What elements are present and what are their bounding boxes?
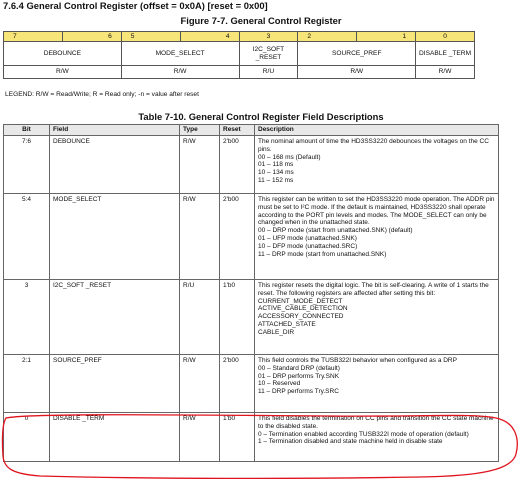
table-row (4, 136, 499, 194)
description-line: ACTIVE_CABLE_DETECTION (258, 305, 348, 313)
cell-description (255, 194, 499, 280)
description-line: The nominal amount of time the HD3SS3220 debounces the voltages on the CC pins. (258, 138, 489, 153)
header-description: Description (255, 125, 499, 136)
cell-reset: 2'b00 (220, 136, 255, 194)
description-line: 00 – 168 ms (Default) (258, 153, 321, 161)
description-line: This field controls the TUSB322I behavior when configured as a DRP (258, 357, 457, 364)
cell-bit: 2:1 (4, 355, 50, 413)
cell-field: SOURCE_PREF (50, 355, 180, 413)
description-line: 11 – DRP mode (start from unattached.SNK) (258, 250, 387, 258)
description-line: CURRENT_MODE_DETECT (258, 297, 343, 305)
description-line: 00 – Standard DRP (default) (258, 364, 340, 372)
description-line: ATTACHED_STATE (258, 320, 316, 328)
register-legend: LEGEND: R/W = Read/Write; R = Read only; -n = value after reset (5, 91, 199, 98)
cell-field: MODE_SELECT (50, 194, 180, 280)
description-line: 10 – 134 ms (258, 169, 294, 177)
cell-bit: 5:4 (4, 194, 50, 280)
bit-number: 0 (416, 32, 475, 42)
register-field-disable-term: DISABLE _TERM (416, 42, 475, 66)
cell-description (255, 280, 499, 355)
description-line: This register can be written to set the HD3SS3220 mode operation. The ADDR pin must be set to I²C mode. If the default is maintained, HD3SS3220 shall operate according to the PORT pin levels and modes. The MODE_SELECT can only be changed when in the unattached state. (258, 196, 495, 227)
cell-type: R/W (180, 413, 220, 462)
cell-description (255, 136, 499, 194)
bit-number: 6 (62, 32, 121, 42)
bit-number: 1 (357, 32, 416, 42)
description-line: 00 – DRP mode (start from unattached.SNK) (default) (258, 227, 413, 235)
table-row (4, 355, 499, 413)
header-type: Type (180, 125, 220, 136)
description-line: 0 – Termination enabled according TUSB322I mode of operation (default) (258, 430, 469, 438)
cell-reset: 1'b0 (220, 413, 255, 462)
cell-description (255, 355, 499, 413)
bit-number: 2 (298, 32, 357, 42)
table-title: Table 7-10. General Control Register Field Descriptions (138, 111, 384, 122)
register-field-mode-select: MODE_SELECT (121, 42, 239, 66)
description-line: 11 – DRP performs Try.SRC (258, 388, 339, 396)
description-line: 01 – UFP mode (unattached.SNK) (258, 234, 357, 242)
description-line: 01 – 118 ms (258, 161, 294, 169)
cell-reset: 1'b0 (220, 280, 255, 355)
bit-number: 5 (121, 32, 180, 42)
register-access: R/W (4, 66, 122, 79)
description-line: 01 – DRP performs Try.SNK (258, 372, 340, 380)
table-row (4, 280, 499, 355)
register-field-i2c-soft-reset: I2C_SOFT _RESET (239, 42, 298, 66)
figure-title: Figure 7-7. General Control Register (180, 15, 342, 26)
cell-bit: 0 (4, 413, 50, 462)
register-field-source-pref: SOURCE_PREF (298, 42, 416, 66)
header-reset: Reset (220, 125, 255, 136)
description-line: ACCESSORY_CONNECTED (258, 313, 344, 321)
cell-field: I2C_SOFT _RESET (50, 280, 180, 355)
header-bit: Bit (4, 125, 50, 136)
cell-reset: 2'b00 (220, 355, 255, 413)
cell-bit: 3 (4, 280, 50, 355)
description-line: 10 – Reserved (258, 380, 301, 388)
cell-type: R/W (180, 136, 220, 194)
register-bitfield-diagram (3, 31, 475, 79)
table-header-row (4, 125, 499, 136)
cell-reset: 2'b00 (220, 194, 255, 280)
cell-field: DEBOUNCE (50, 136, 180, 194)
description-line: 10 – DFP mode (unattached.SRC) (258, 242, 358, 250)
field-description-table (3, 124, 499, 462)
cell-type: R/W (180, 194, 220, 280)
description-line: This register resets the digital logic. The bit is self-clearing. A write of 1 starts the reset. The following registers are affected after setting this bit: (258, 282, 489, 297)
cell-type: R/U (180, 280, 220, 355)
section-heading: 7.6.4 General Control Register (offset = 0x0A) [reset = 0x00] (3, 0, 268, 11)
description-line: CABLE_DIR (258, 328, 295, 336)
register-access: R/U (239, 66, 298, 79)
cell-bit: 7:6 (4, 136, 50, 194)
cell-type: R/W (180, 355, 220, 413)
register-access: R/W (121, 66, 239, 79)
header-field: Field (50, 125, 180, 136)
cell-field: DISABLE _TERM (50, 413, 180, 462)
description-line: 1 – Termination disabled and state machine held in disable state (258, 438, 443, 446)
cell-description (255, 413, 499, 462)
description-line: This field disables the termination on CC pins and transition the CC state machine to the disabled state. (258, 415, 494, 430)
bit-number: 7 (4, 32, 63, 42)
description-line: 11 – 152 ms (258, 176, 294, 184)
register-access: R/W (298, 66, 416, 79)
table-row (4, 413, 499, 462)
bit-number: 4 (180, 32, 239, 42)
bit-number: 3 (239, 32, 298, 42)
register-access: R/W (416, 66, 475, 79)
register-field-debounce: DEBOUNCE (4, 42, 122, 66)
table-row (4, 194, 499, 280)
